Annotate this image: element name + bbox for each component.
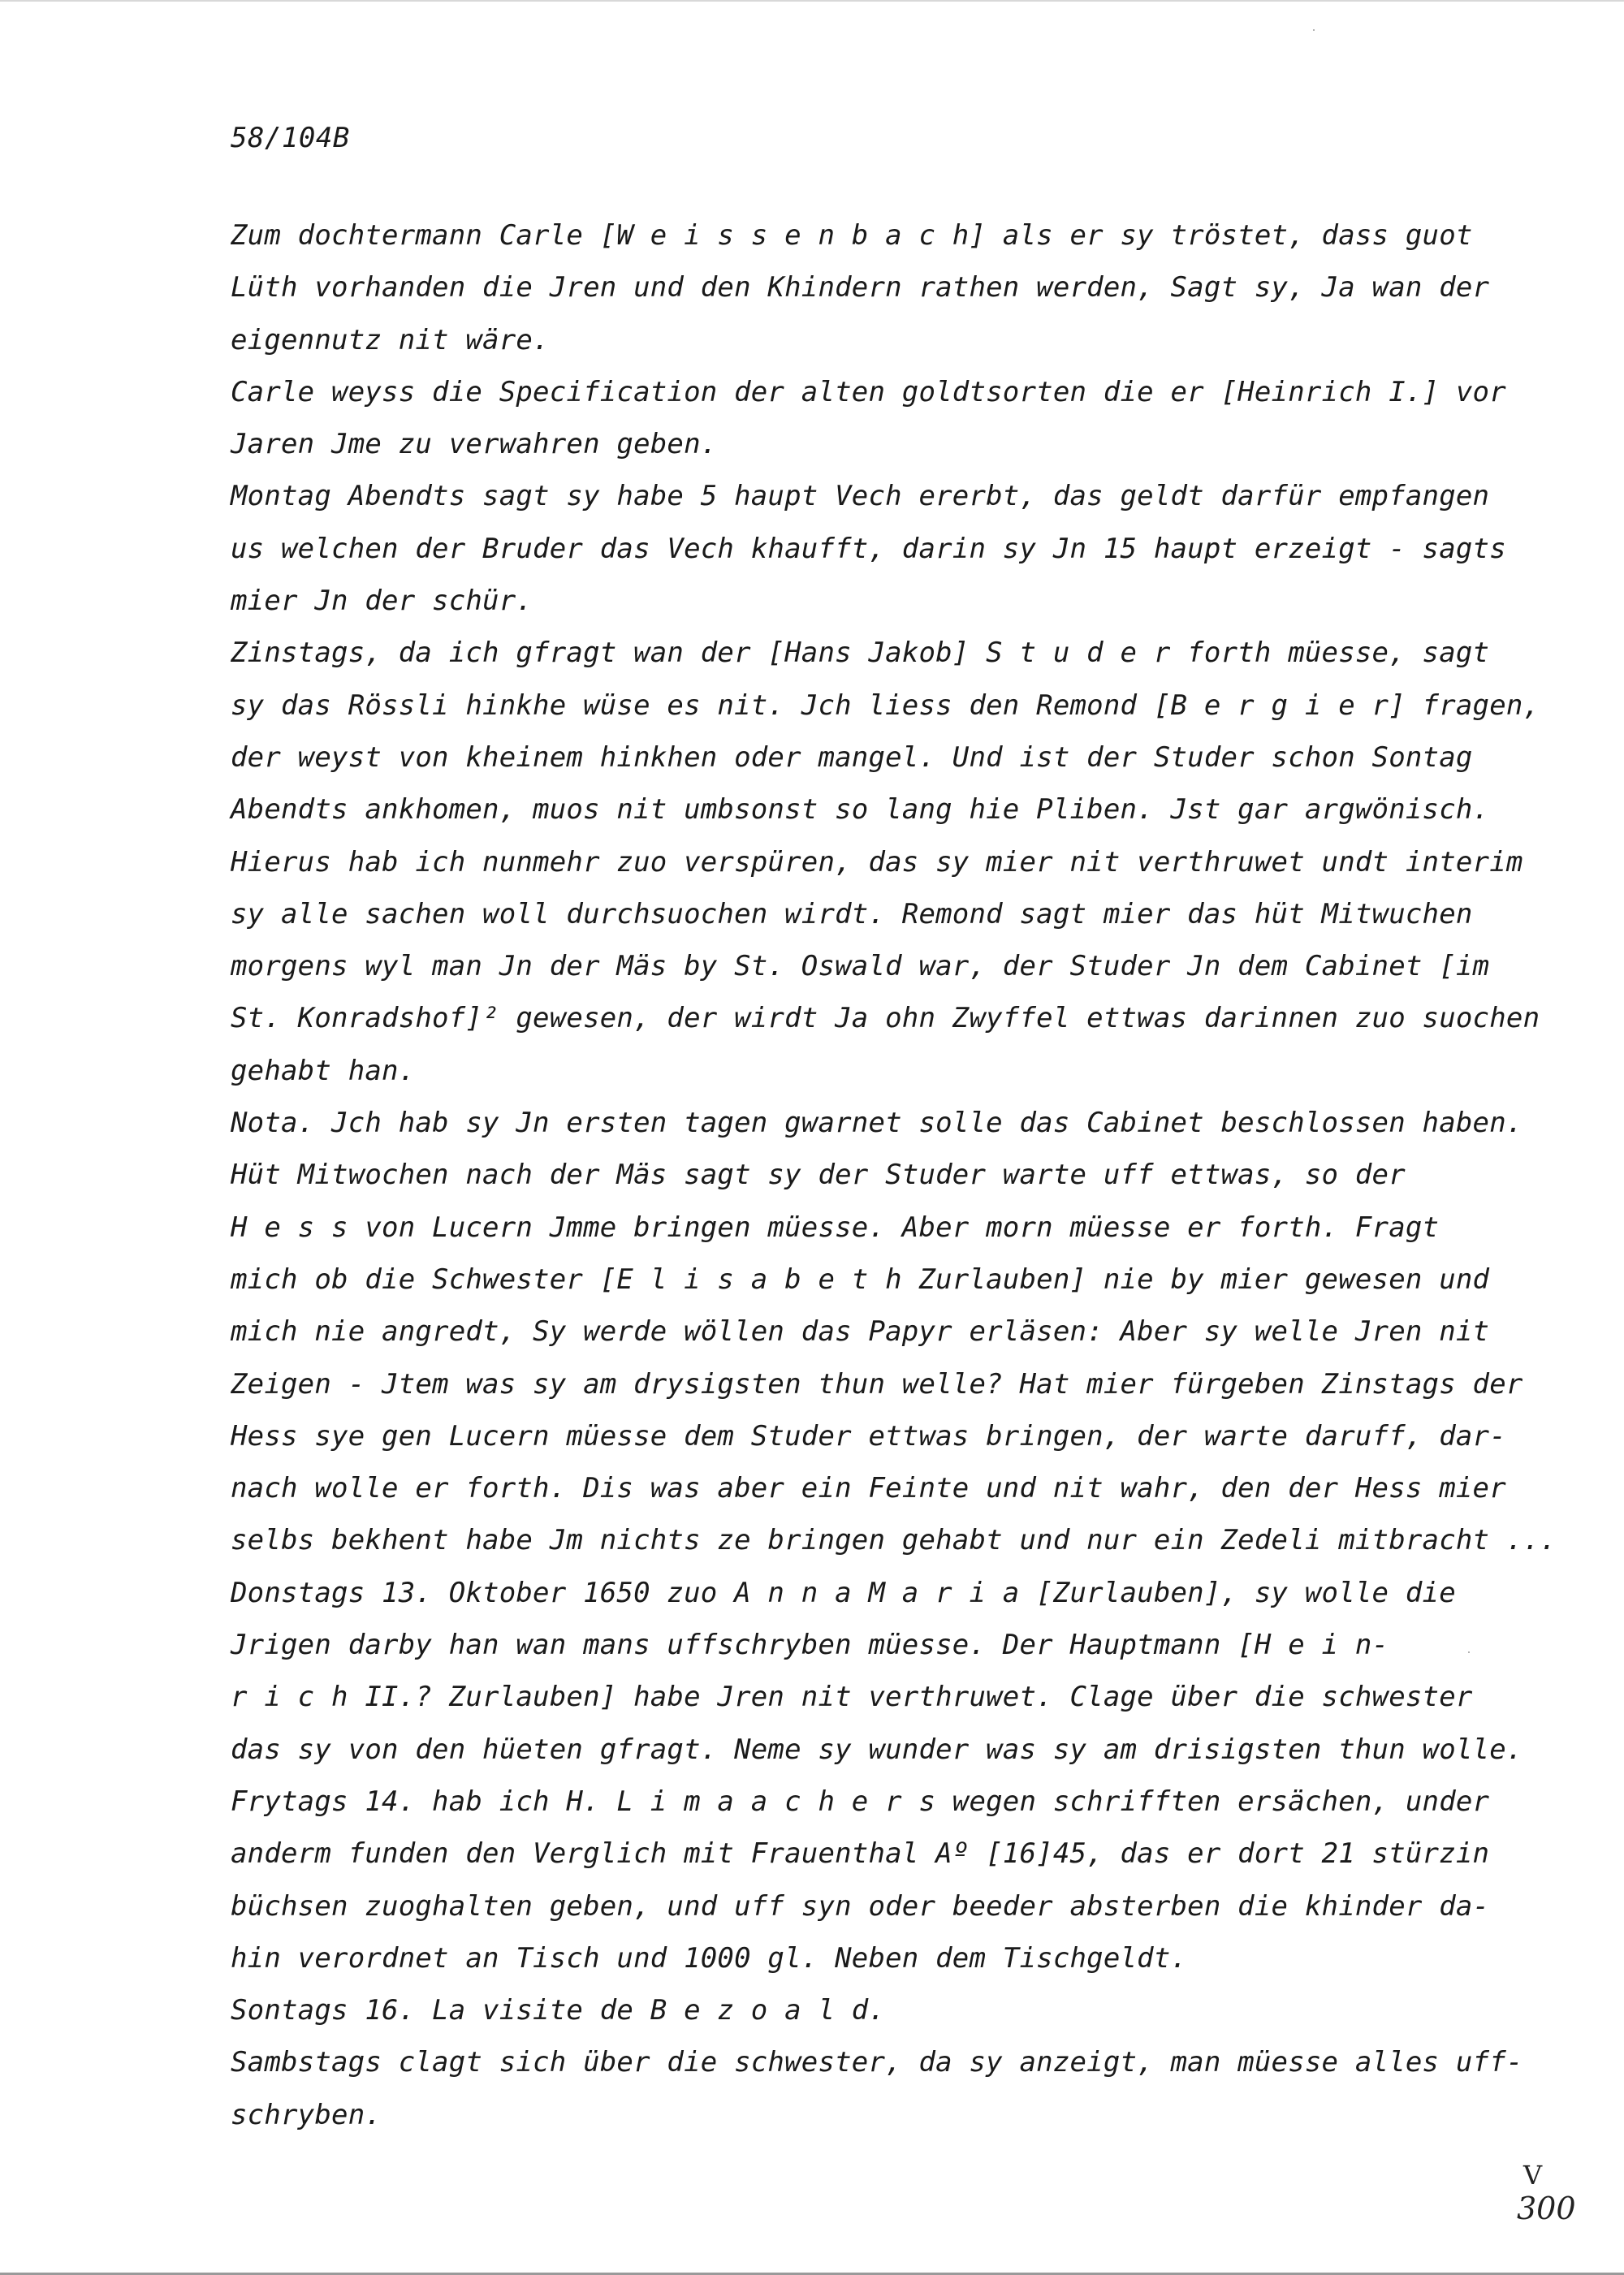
scan-speck [1313,29,1315,31]
text-line: Jaren Jme zu verwahren geben. [231,428,718,461]
text-line: Carle weyss die Specification der alten goldtsorten die er [Heinrich I.] vor [231,375,1506,408]
text-line: Sambstags clagt sich über die schwester, da sy anzeigt, man müesse alles uff- [231,2046,1523,2079]
text-line: selbs bekhent habe Jm nichts ze bringen gehabt und nur ein Zedeli mitbracht ... [231,1524,1557,1557]
text-line: sy das Rössli hinkhe wüse es nit. Jch liess den Remond [B e r g i e r] fragen, [231,689,1540,722]
text-line: H e s s von Lucern Jmme bringen müesse. Aber morn müesse er forth. Fragt [231,1211,1440,1244]
text-line: Jrigen darby han wan mans uffschryben müesse. Der Hauptmann [H e i n- [231,1629,1389,1662]
transcription-body [231,209,1603,2141]
text-line: gehabt han. [231,1054,416,1087]
text-line: Donstags 13. Oktober 1650 zuo A n n a M a r i a [Zurlauben], sy wolle die [231,1576,1456,1609]
text-line: der weyst von kheinem hinkhen oder mangel. Und ist der Studer schon Sontag [231,740,1473,774]
text-line: Zinstags, da ich gfragt wan der [Hans Jakob] S t u d e r forth müesse, sagt [231,637,1490,670]
text-line: das sy von den hüeten gfragt. Neme sy wunder was sy am drisigsten thun wolle. [231,1733,1523,1766]
text-line: Montag Abendts sagt sy habe 5 haupt Vech ererbt, das geldt darfür empfangen [231,480,1490,513]
page-top-edge [0,0,1624,2]
text-line: Zum dochtermann Carle [W e i s s e n b a c h] als er sy tröstet, dass guot [231,219,1473,252]
text-line: Nota. Jch hab sy Jn ersten tagen gwarnet solle das Cabinet beschlossen haben. [231,1107,1523,1140]
text-line: Hess sye gen Lucern müesse dem Studer ettwas bringen, der warte daruff, dar- [231,1419,1506,1453]
text-line: mier Jn der schür. [231,585,533,618]
text-line: Sontags 16. La visite de B e z o a l d. [231,1994,886,2027]
text-line: St. Konradshof]² gewesen, der wirdt Ja ohn Zwyffel ettwas darinnen zuo suochen [231,1002,1540,1035]
text-line: morgens wyl man Jn der Mäs by St. Oswald war, der Studer Jn dem Cabinet [im [231,950,1490,983]
text-line: sy alle sachen woll durchsuochen wirdt. Remond sagt mier das hüt Mitwuchen [231,897,1473,930]
page-number: 300 [1517,2191,1576,2226]
text-line: Lüth vorhanden die Jren und den Khindern rathen werden, Sagt sy, Ja wan der [231,271,1490,304]
text-line: mich nie angredt, Sy werde wöllen das Papyr erläsen: Aber sy welle Jren nit [231,1315,1490,1349]
text-line: mich ob die Schwester [E l i s a b e t h Zurlauben] nie by mier gewesen und [231,1263,1490,1296]
check-mark: V [1523,2160,1543,2191]
text-line: eigennutz nit wäre. [231,323,550,356]
document-signature: 58/104B [231,122,350,154]
text-line: Zeigen - Jtem was sy am drysigsten thun welle? Hat mier fürgeben Zinstags der [231,1367,1523,1401]
text-line: nach wolle er forth. Dis was aber ein Feinte und nit wahr, den der Hess mier [231,1472,1506,1505]
text-line: büchsen zuoghalten geben, und uff syn oder beeder absterben die khinder da- [231,1889,1490,1923]
text-line: Hierus hab ich nunmehr zuo verspüren, das sy mier nit verthruwet undt interim [231,845,1523,878]
text-line: r i c h II.? Zurlauben] habe Jren nit verthruwet. Clage über die schwester [231,1681,1473,1714]
text-line: Frytags 14. hab ich H. L i m a a c h e r s wegen schrifften ersächen, under [231,1785,1490,1818]
text-line: Hüt Mitwochen nach der Mäs sagt sy der Studer warte uff ettwas, so der [231,1159,1406,1192]
text-line: schryben. [231,2098,382,2131]
text-line: Abendts ankhomen, muos nit umbsonst so lang hie Pliben. Jst gar argwönisch. [231,793,1490,827]
text-line: us welchen der Bruder das Vech khaufft, darin sy Jn 15 haupt erzeigt - sagts [231,532,1506,565]
text-line: hin verordnet an Tisch und 1000 gl. Neben dem Tischgeldt. [231,1941,1188,1975]
text-line: anderm funden den Verglich mit Frauenthal Aº [16]45, das er dort 21 stürzin [231,1837,1490,1871]
